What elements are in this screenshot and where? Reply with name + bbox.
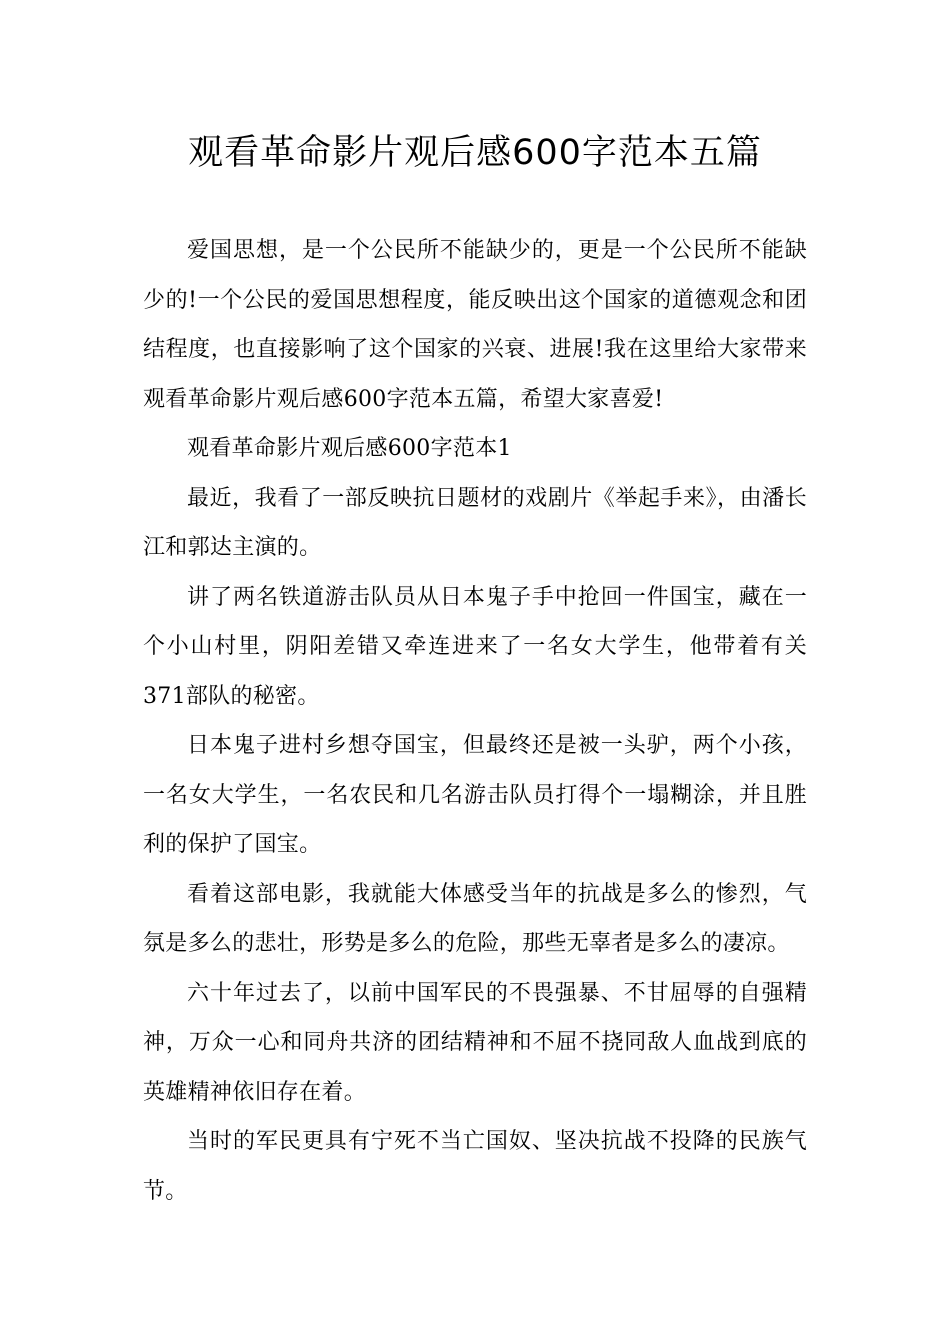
document-body (143, 226, 807, 1216)
paragraph: 最近，我看了一部反映抗日题材的戏剧片《举起手来》，由潘长江和郭达主演的。 (143, 485, 807, 560)
page-title: 观看革命影片观后感600字范本五篇 (188, 133, 762, 173)
paragraph-intro: 爱国思想，是一个公民所不能缺少的，更是一个公民所不能缺少的!一个公民的爱国思想程度，能反映出这个国家的道德观念和团结程度，也直接影响了这个国家的兴衰、进展!我在这里给大家带来观看革命影片观后感600字范本五篇，希望大家喜爱! (143, 238, 807, 412)
paragraph: 当时的军民更具有宁死不当亡国奴、坚决抗战不投降的民族气节。 (143, 1129, 807, 1204)
section-heading: 观看革命影片观后感600字范本1 (187, 436, 512, 461)
paragraph: 讲了两名铁道游击队员从日本鬼子手中抢回一件国宝，藏在一个小山村里，阴阳差错又牵连进来了一名女大学生，他带着有关371部队的秘密。 (143, 584, 807, 709)
paragraph: 看着这部电影，我就能大体感受当年的抗战是多么的惨烈，气氛是多么的悲壮，形势是多么的危险，那些无辜者是多么的凄凉。 (143, 881, 807, 956)
paragraph: 日本鬼子进村乡想夺国宝，但最终还是被一头驴，两个小孩，一名女大学生，一名农民和几名游击队员打得个一塌糊涂，并且胜利的保护了国宝。 (143, 733, 807, 857)
paragraph: 六十年过去了，以前中国军民的不畏强暴、不甘屈辱的自强精神，万众一心和同舟共济的团结精神和不屈不挠同敌人血战到底的英雄精神依旧存在着。 (143, 980, 807, 1105)
